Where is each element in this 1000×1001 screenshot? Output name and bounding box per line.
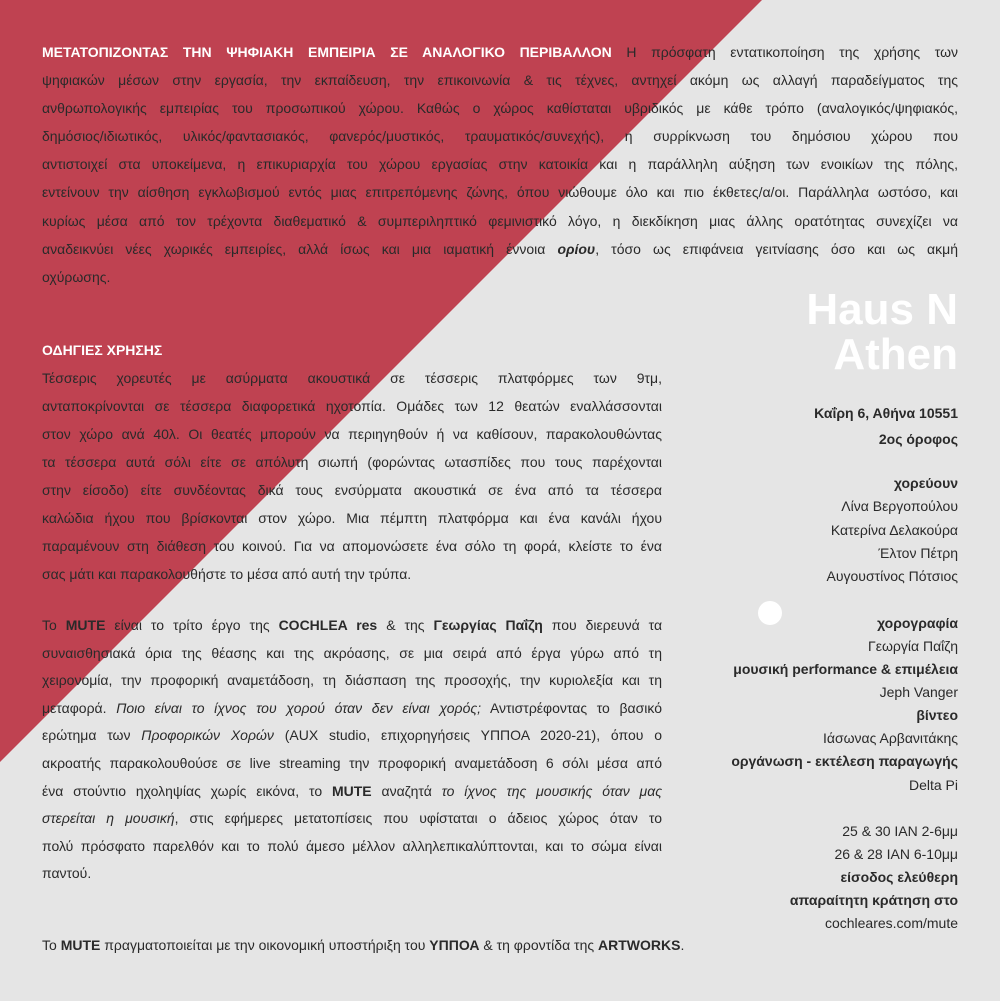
about-text: & της — [386, 617, 425, 633]
about-text: που διερευνά τα — [551, 617, 663, 633]
booking-info: απαραίτητη κράτηση στο — [789, 891, 958, 908]
venue-address: Καΐρη 6, Αθήνα 10551 — [814, 405, 958, 421]
about-line — [42, 805, 662, 833]
about-line — [42, 778, 662, 806]
dancer-name: Κατερίνα Δελακούρα — [830, 521, 958, 538]
instructions-line: ανταποκρίνονται σε τέσσερα διαφορετικά ηχοτοπία. Ομάδες των 12 θεατών εναλλάσσονται — [42, 398, 662, 414]
role-label: οργάνωση - εκτέλεση παραγωγής — [731, 753, 958, 770]
intro-text: , τόσο ως επιφάνεια γειτνίασης όσο και ως ακμή — [595, 240, 958, 257]
dancer-name: Λίνα Βεργοπούλου — [841, 498, 958, 515]
about-bold: COCHLEA res — [278, 617, 378, 633]
about-text: ένα στούντιο ηχοληψίας χωρίς εικόνα, το — [42, 782, 323, 799]
about-line: συναισθησιακά όρια της θέασης και της ακρόασης, σε μια σειρά από έργα γύρω από τη — [42, 644, 662, 661]
about-text: Αντιστρέφοντας το βασικό — [489, 699, 662, 716]
booking-url: cochleares.com/mute — [824, 914, 958, 931]
about-bold: MUTE — [65, 617, 106, 633]
funding-bold: ΥΠΠΟΑ — [429, 937, 480, 953]
intro-text: αναδεικνύει νέες χωρικές εμπειρίες, αλλά ίσως και μια ιαματική έννοια — [42, 240, 546, 257]
instructions-line: στην είσοδο) είτε συνδέοντας δικά τους ενσύρματα ακουστικά σε ένα από τα τέσσερα — [42, 482, 662, 498]
instructions-line: Τέσσερις χορευτές με ασύρματα ακουστικά σε τέσσερις πλατφόρμες των 9τμ, — [42, 370, 662, 386]
intro-line: κυρίως μέσα από τον τρέχοντα διαθεματικό & συμπεριληπτικό φεμινιστικό λόγο, η διεκδίκηση μιας άλλης ορατότητας συνεχίζει να — [42, 212, 958, 229]
role-label: χορογραφία — [877, 614, 958, 631]
about-text: ερώτημα των — [42, 727, 131, 744]
funding-text: πραγματοποιείται με την οικονομική υποστήριξη του — [104, 937, 426, 953]
venue-address-block — [628, 400, 958, 452]
intro-heading: ΜΕΤΑΤΟΠΙΖΟΝΤΑΣ ΤΗΝ ΨΗΦΙΑΚΗ ΕΜΠΕΙΡΙΑ ΣΕ ΑΝΑΛΟΓΙΚΟ ΠΕΡΙΒΑΛΛΟΝ — [42, 44, 612, 60]
about-line: παντού. — [42, 865, 92, 882]
about-text: είναι το τρίτο έργο της — [114, 617, 270, 633]
role-name: Delta Pi — [908, 776, 958, 793]
dancers-label: χορεύουν — [893, 475, 958, 491]
about-italic: στερείται η μουσική — [42, 810, 175, 827]
about-line: χειρονομία, την προφορική αναμετάδοση, τη διάσπαση της προσοχής, την κυριολεξία και τη — [42, 672, 662, 689]
about-italic: Ποιο είναι το ίχνος του χορού όταν δεν είναι χορός; — [116, 699, 482, 716]
role-name: Γεωργία Παΐζη — [868, 637, 958, 654]
intro-line — [42, 38, 958, 66]
intro-line: αντιστοιχεί στα υποκείμενα, η επικυριαρχία του χώρου εργασίας στην κατοικία και η παράλληλη αύξηση των ενοικίων της πόλης, — [42, 156, 958, 173]
schedule-date: 26 & 28 ΙΑΝ 6-10μμ — [834, 845, 958, 862]
intro-line — [42, 235, 958, 263]
dancer-name: Αυγουστίνος Πότσιος — [826, 568, 958, 585]
instructions-heading: ΟΔΗΓΙΕΣ ΧΡΗΣΗΣ — [42, 342, 163, 358]
funding-bold: ARTWORKS — [598, 937, 681, 953]
entry-info: είσοδος ελεύθερη — [840, 868, 958, 885]
intro-paragraph — [42, 38, 958, 291]
about-bold: MUTE — [331, 782, 372, 799]
funding-note — [42, 931, 902, 959]
instructions-line: στον χώρο ανά 40λ. Οι θεατές μπορούν να περιηγηθούν ή να καθίσουν, παρακολουθώντας — [42, 426, 662, 442]
venue-name — [658, 287, 958, 377]
intro-line: δημόσιος/ιδιωτικός, υλικός/φαντασιακός, φανερός/μυστικός, τραυματικός/συνεχής), η συρρίκνωση του δημόσιου χώρου που — [42, 128, 958, 145]
venue-name-line: Athen — [833, 330, 958, 379]
about-line: ακροατής παρακολουθούσε σε live streaming την προφορική αναμετάδοση 6 σόλι μέσα από — [42, 754, 662, 771]
about-line — [42, 722, 662, 750]
schedule-block — [628, 820, 958, 935]
dancers-block — [628, 472, 958, 588]
about-bold: Γεωργίας Παΐζη — [433, 617, 543, 633]
about-line: πολύ πρόσφατο παρελθόν και το πολύ άμεσο μέλλον αλληλεπικαλύπτονται, και το σώμα είναι — [42, 837, 662, 854]
about-text: , στις εφήμερες μετατοπίσεις που υφίσταται ο άδειος χώρος όταν το — [174, 810, 662, 827]
dancer-name: Έλτον Πέτρη — [878, 544, 958, 561]
about-text: Το — [42, 617, 57, 633]
schedule-date: 25 & 30 ΙΑΝ 2-6μμ — [842, 822, 958, 839]
instructions-line: τα τέσσερα αυτά σόλι είτε σε απόλυτη σιωπή (φορώντας ωτασπίδες που τους παρέχονται — [42, 454, 662, 470]
intro-line: ανθρωπολογικής εμπειρίας του προσωπικού χώρου. Καθώς ο χώρος καθίσταται υβριδικός με κάθε τρόπο (αναλογικός/ψηφιακός, — [42, 100, 958, 117]
intro-line: εντείνουν την αίσθηση εγκλωβισμού εντός μιας επιτρεπόμενης ζώνης, όπου νιώθουμε όλο και πιο έκθετες/α/οι. Παράλληλα ωστόσο, και — [42, 184, 958, 201]
funding-bold: MUTE — [60, 937, 101, 953]
role-label: βίντεο — [916, 707, 958, 724]
venue-name-line: Haus N — [806, 285, 958, 334]
intro-line: ψηφιακών μέσων στην εργασία, την εκπαίδευση, την επικοινωνία & τις τέχνες, αντηχεί ακόμη ως αλλαγή παραδείγματος της — [42, 72, 958, 89]
funding-line — [42, 931, 902, 959]
about-line — [42, 612, 662, 640]
role-name: Jeph Vanger — [879, 683, 958, 700]
venue-floor: 2ος όροφος — [878, 431, 958, 447]
about-paragraph — [42, 612, 662, 888]
instructions-line: καλώδια ήχου που βρίσκονται στον χώρο. Μια πέμπτη πλατφόρμα και ένα κανάλι ήχου — [42, 510, 662, 526]
intro-line: οχύρωσης. — [42, 268, 111, 285]
funding-text: & τη φροντίδα της — [483, 937, 595, 953]
funding-text: Το — [42, 937, 57, 953]
instructions-line: σας μάτι και παρακολουθήστε το μέσα από αυτή την τρύπα. — [42, 566, 412, 582]
intro-text: Η πρόσφατη εντατικοποίηση της χρήσης των — [626, 44, 959, 60]
role-name: Ιάσωνας Αρβανιτάκης — [822, 730, 958, 747]
about-text: αναζητά — [381, 782, 432, 799]
role-label: μουσική performance & επιμέλεια — [733, 660, 958, 677]
about-text: (AUX studio, επιχορηγήσεις ΥΠΠΟΑ 2020-21), όπου ο — [284, 727, 663, 744]
about-line — [42, 695, 662, 723]
instructions-section — [42, 336, 662, 588]
intro-emphasis: ορίου — [557, 240, 596, 257]
credits-block — [628, 612, 958, 797]
funding-text: . — [680, 937, 685, 953]
instructions-line: παραμένουν στη διάθεση του κοινού. Για να απομονώσετε ένα σόλο τη φορά, κλείστε το ένα — [42, 538, 662, 554]
about-italic: Προφορικών Χορών — [141, 727, 274, 744]
about-italic: το ίχνος της μουσικής όταν μας — [441, 782, 663, 799]
about-text: μεταφορά. — [42, 699, 107, 716]
